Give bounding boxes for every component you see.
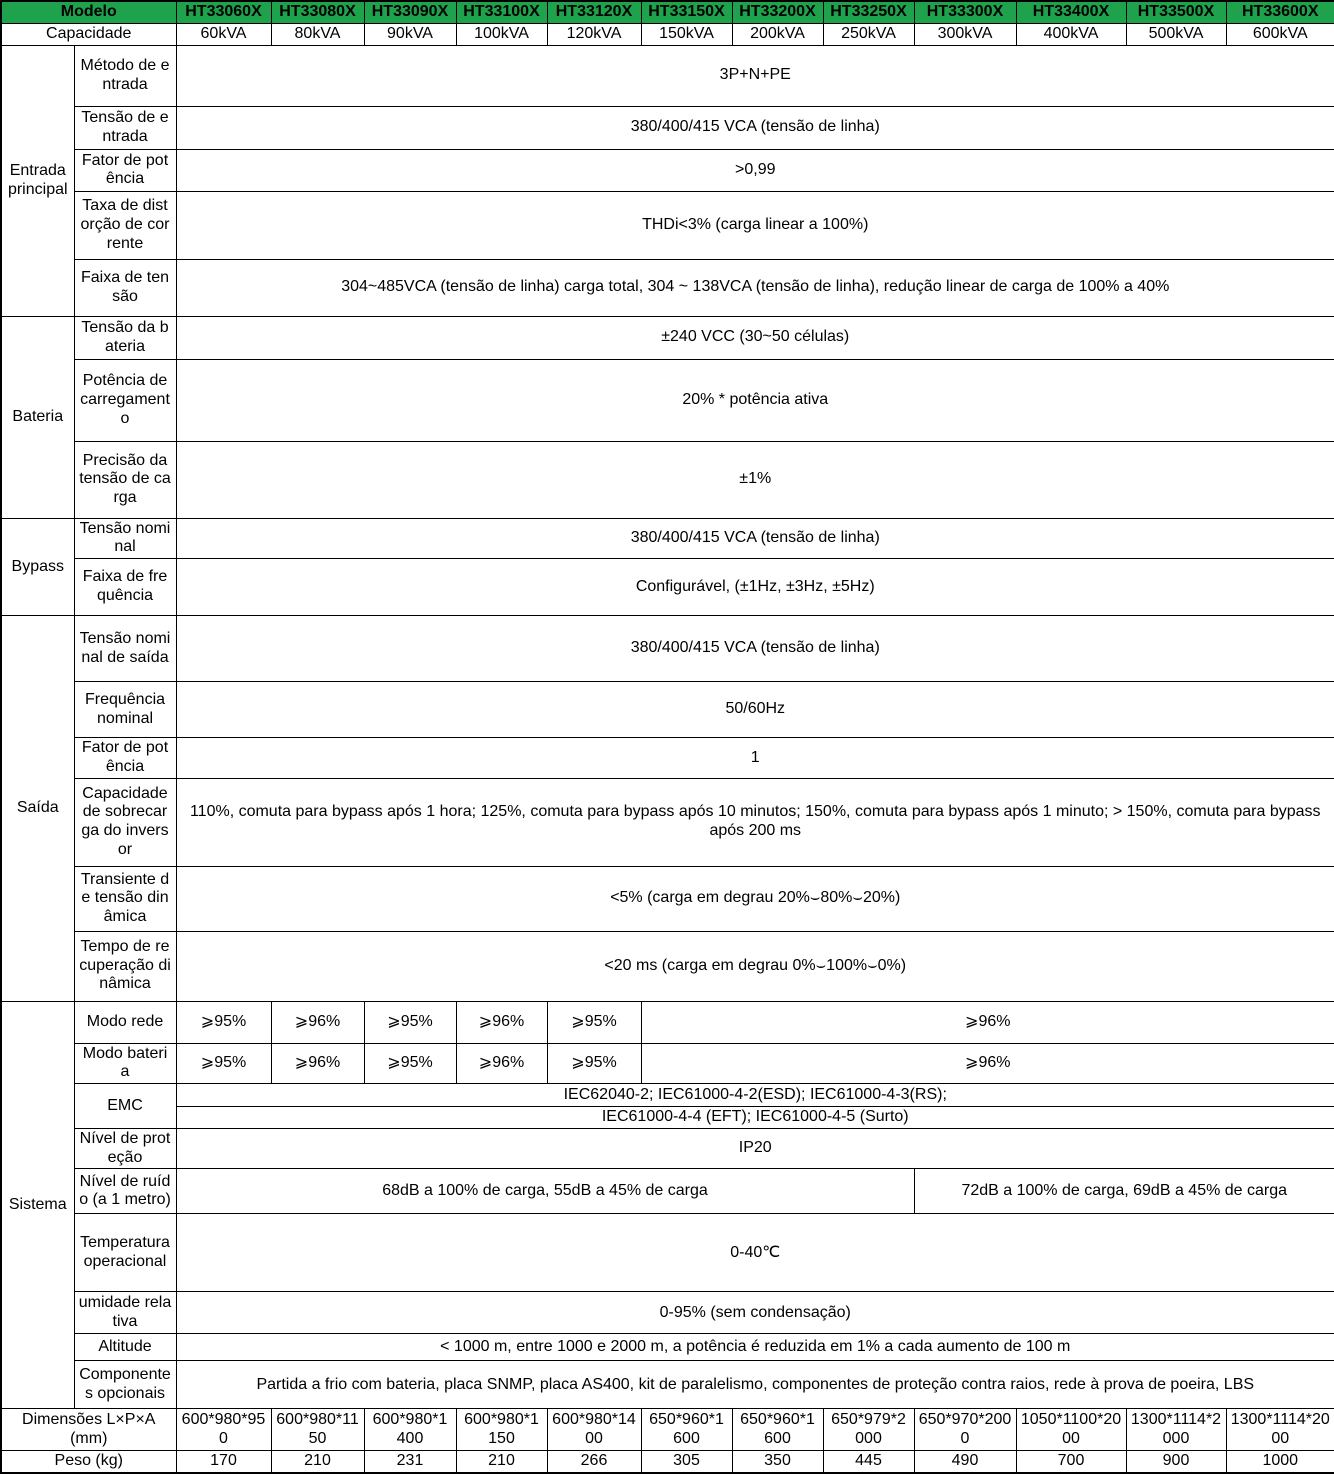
capacity-cell: 80kVA: [271, 23, 364, 45]
value-cell: IEC62040-2; IEC61000-4-2(ESD); IEC61000-4-3(RS);: [176, 1084, 1334, 1107]
weight-cell: 1000: [1226, 1451, 1334, 1473]
value-cell: 68dB a 100% de carga, 55dB a 45% de carga: [176, 1169, 914, 1214]
row-label: Faixa de tensão: [74, 259, 176, 316]
row-label: Tensão da bateria: [74, 316, 176, 359]
group-cell: Saída: [1, 616, 74, 1001]
row-label: Transiente de tensão dinâmica: [74, 866, 176, 931]
capacity-cell: 600kVA: [1226, 23, 1334, 45]
capacity-label: Capacidade: [1, 23, 176, 45]
weight-cell: 700: [1016, 1451, 1126, 1473]
group-cell: Entrada principal: [1, 45, 74, 316]
value-cell: 380/400/415 VCA (tensão de linha): [176, 106, 1334, 149]
row-label: Fator de potência: [74, 149, 176, 191]
row-label: Faixa de frequência: [74, 559, 176, 616]
model-header-cell: HT33120X: [547, 1, 641, 23]
value-cell: THDi<3% (carga linear a 100%): [176, 191, 1334, 259]
weight-cell: 445: [823, 1451, 914, 1473]
value-cell: IP20: [176, 1129, 1334, 1169]
row-label: Frequência nominal: [74, 682, 176, 738]
value-cell: Configurável, (±1Hz, ±3Hz, ±5Hz): [176, 559, 1334, 616]
value-cell: ±240 VCC (30~50 células): [176, 316, 1334, 359]
model-header-cell: HT33300X: [914, 1, 1016, 23]
row-label: Método de entrada: [74, 45, 176, 106]
model-header-cell: HT33060X: [176, 1, 271, 23]
value-cell: 304~485VCA (tensão de linha) carga total, 304 ~ 138VCA (tensão de linha), redução linear de carga de 100% a 40%: [176, 259, 1334, 316]
dimension-cell: 600*980*1150: [456, 1409, 547, 1451]
weight-cell: 231: [364, 1451, 456, 1473]
value-cell: ⩾95%: [176, 1043, 271, 1083]
capacity-cell: 200kVA: [732, 23, 823, 45]
dimension-cell: 650*960*1600: [732, 1409, 823, 1451]
value-cell: ⩾95%: [547, 1043, 641, 1083]
capacity-cell: 300kVA: [914, 23, 1016, 45]
model-header-cell: HT33150X: [641, 1, 732, 23]
weight-cell: 350: [732, 1451, 823, 1473]
weight-cell: 210: [456, 1451, 547, 1473]
row-label: Tensão nominal de saída: [74, 616, 176, 682]
row-label: Altitude: [74, 1334, 176, 1361]
value-cell: 50/60Hz: [176, 682, 1334, 738]
weight-cell: 305: [641, 1451, 732, 1473]
dimension-cell: 650*970*2000: [914, 1409, 1016, 1451]
capacity-cell: 90kVA: [364, 23, 456, 45]
dimension-cell: 1300*1114*2000: [1226, 1409, 1334, 1451]
row-label: Modo rede: [74, 1001, 176, 1043]
value-cell: IEC61000-4-4 (EFT); IEC61000-4-5 (Surto): [176, 1107, 1334, 1129]
model-header-cell: HT33080X: [271, 1, 364, 23]
value-cell: 3P+N+PE: [176, 45, 1334, 106]
value-cell: ⩾95%: [547, 1001, 641, 1043]
dimension-cell: 600*980*950: [176, 1409, 271, 1451]
value-cell: ⩾96%: [271, 1001, 364, 1043]
model-header-cell: HT33250X: [823, 1, 914, 23]
row-label: Precisão da tensão de carga: [74, 441, 176, 518]
capacity-cell: 400kVA: [1016, 23, 1126, 45]
value-cell: ⩾96%: [456, 1043, 547, 1083]
capacity-cell: 500kVA: [1126, 23, 1226, 45]
row-label: umidade relativa: [74, 1292, 176, 1334]
dimension-cell: 650*979*2000: [823, 1409, 914, 1451]
model-header-label: Modelo: [1, 1, 176, 23]
weight-cell: 210: [271, 1451, 364, 1473]
model-header-cell: HT33600X: [1226, 1, 1334, 23]
value-cell: 72dB a 100% de carga, 69dB a 45% de carga: [914, 1169, 1334, 1214]
row-label: Modo bateria: [74, 1043, 176, 1083]
row-label: Temperatura operacional: [74, 1214, 176, 1292]
capacity-cell: 60kVA: [176, 23, 271, 45]
value-cell: ⩾95%: [176, 1001, 271, 1043]
weight-cell: 490: [914, 1451, 1016, 1473]
dimension-cell: 1050*1100*2000: [1016, 1409, 1126, 1451]
value-cell: 110%, comuta para bypass após 1 hora; 125%, comuta para bypass após 10 minutos; 150%, comuta para bypass após 1 minuto; > 150%, comuta para bypass após 200 ms: [176, 778, 1334, 866]
row-label: Fator de potência: [74, 738, 176, 778]
row-label: Nível de ruído (a 1 metro): [74, 1169, 176, 1214]
value-cell: 0-95% (sem condensação): [176, 1292, 1334, 1334]
group-cell: Bypass: [1, 518, 74, 615]
value-cell: ⩾96%: [641, 1043, 1334, 1083]
dimension-cell: 600*980*1150: [271, 1409, 364, 1451]
weight-cell: 266: [547, 1451, 641, 1473]
dimension-cell: 650*960*1600: [641, 1409, 732, 1451]
value-cell: 1: [176, 738, 1334, 778]
row-label: Taxa de distorção de corrente: [74, 191, 176, 259]
model-header-cell: HT33400X: [1016, 1, 1126, 23]
row-label: Potência de carregamento: [74, 359, 176, 441]
row-label: Componentes opcionais: [74, 1361, 176, 1409]
row-label: Capacidade de sobrecarga do inversor: [74, 778, 176, 866]
value-cell: >0,99: [176, 149, 1334, 191]
value-cell: 380/400/415 VCA (tensão de linha): [176, 518, 1334, 558]
row-label: Tensão de entrada: [74, 106, 176, 149]
group-cell: Sistema: [1, 1001, 74, 1409]
value-cell: ±1%: [176, 441, 1334, 518]
value-cell: <5% (carga em degrau 20%⌣80%⌣20%): [176, 866, 1334, 931]
group-cell: Bateria: [1, 316, 74, 518]
value-cell: ⩾95%: [364, 1043, 456, 1083]
row-label: EMC: [74, 1084, 176, 1129]
value-cell: ⩾95%: [364, 1001, 456, 1043]
dimensions-label: Dimensões L×P×A (mm): [1, 1409, 176, 1451]
value-cell: 20% * potência ativa: [176, 359, 1334, 441]
value-cell: <20 ms (carga em degrau 0%⌣100%⌣0%): [176, 931, 1334, 1001]
model-header-cell: HT33200X: [732, 1, 823, 23]
dimension-cell: 1300*1114*2000: [1126, 1409, 1226, 1451]
model-header-cell: HT33090X: [364, 1, 456, 23]
dimension-cell: 600*980*1400: [547, 1409, 641, 1451]
capacity-cell: 100kVA: [456, 23, 547, 45]
row-label: Tensão nominal: [74, 518, 176, 558]
capacity-cell: 150kVA: [641, 23, 732, 45]
capacity-cell: 250kVA: [823, 23, 914, 45]
row-label: Nível de proteção: [74, 1129, 176, 1169]
value-cell: Partida a frio com bateria, placa SNMP, placa AS400, kit de paralelismo, componentes de proteção contra raios, rede à prova de poeira, LBS: [176, 1361, 1334, 1409]
value-cell: 0-40℃: [176, 1214, 1334, 1292]
capacity-cell: 120kVA: [547, 23, 641, 45]
value-cell: 380/400/415 VCA (tensão de linha): [176, 616, 1334, 682]
value-cell: < 1000 m, entre 1000 e 2000 m, a potência é reduzida em 1% a cada aumento de 100 m: [176, 1334, 1334, 1361]
model-header-cell: HT33100X: [456, 1, 547, 23]
row-label: Tempo de recuperação dinâmica: [74, 931, 176, 1001]
dimension-cell: 600*980*1400: [364, 1409, 456, 1451]
value-cell: ⩾96%: [456, 1001, 547, 1043]
value-cell: ⩾96%: [271, 1043, 364, 1083]
model-header-cell: HT33500X: [1126, 1, 1226, 23]
weight-label: Peso (kg): [1, 1451, 176, 1473]
weight-cell: 900: [1126, 1451, 1226, 1473]
weight-cell: 170: [176, 1451, 271, 1473]
value-cell: ⩾96%: [641, 1001, 1334, 1043]
